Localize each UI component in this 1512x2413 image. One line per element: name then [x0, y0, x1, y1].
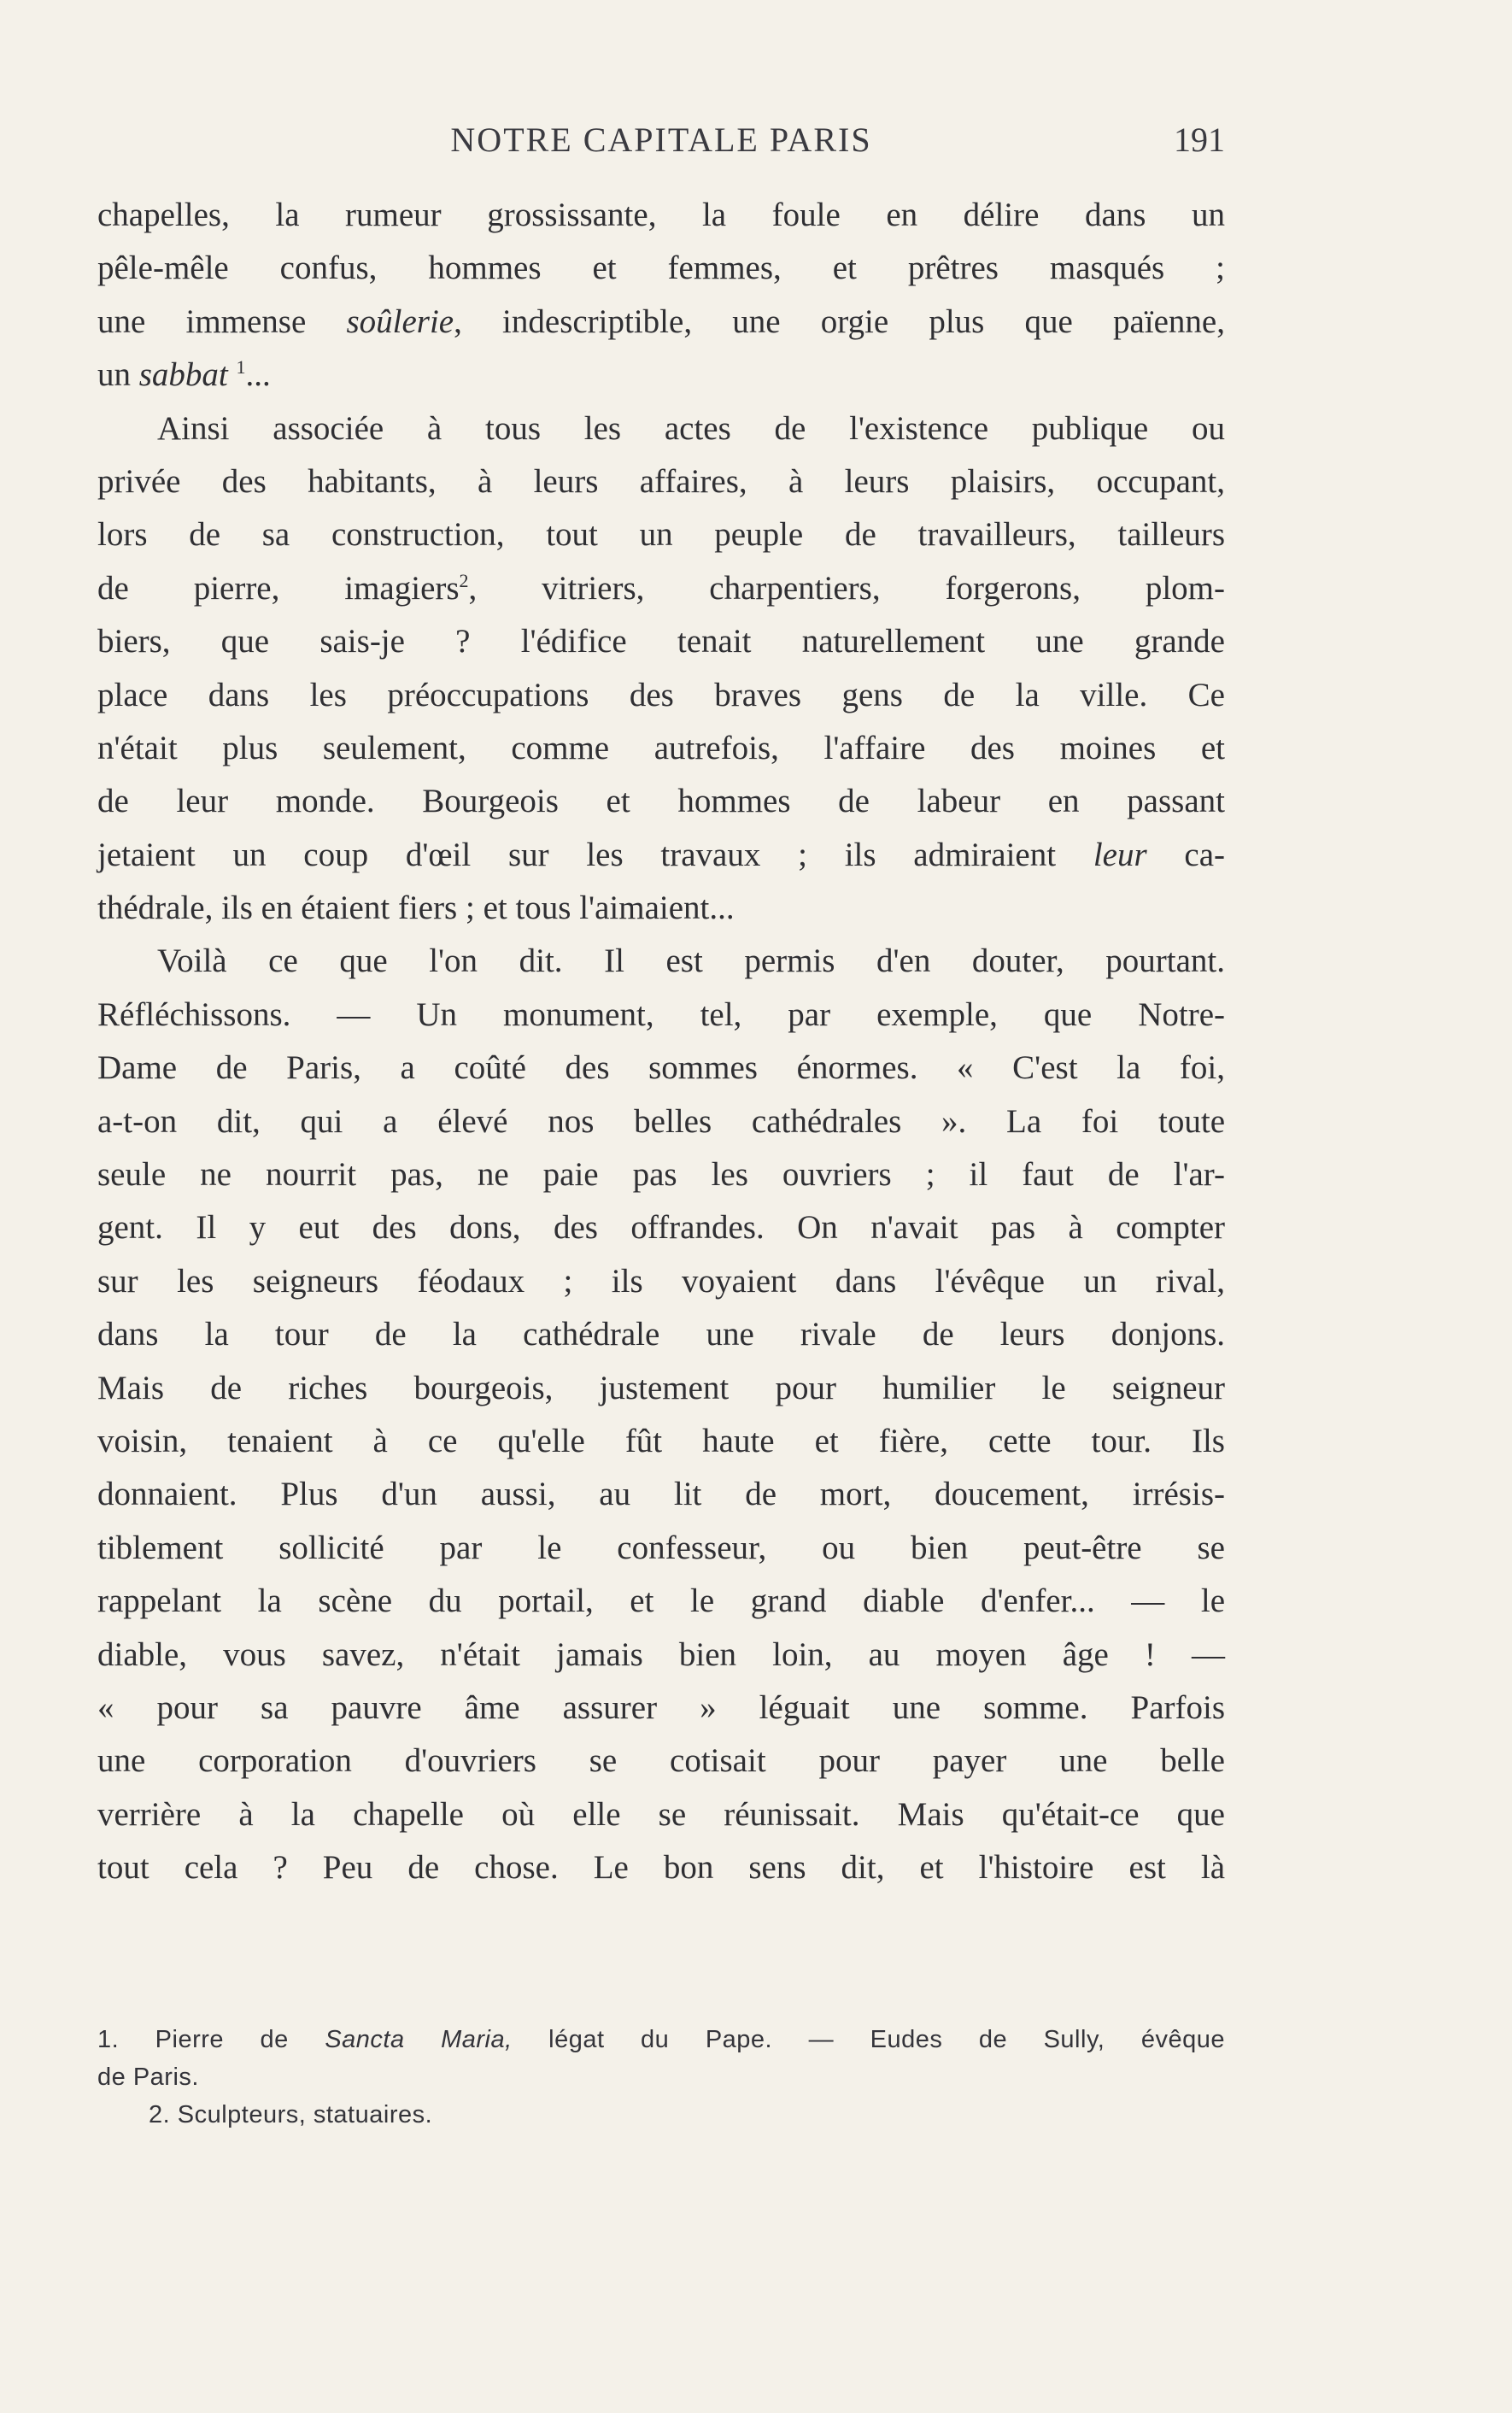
- text-segment: un: [97, 356, 131, 394]
- text-line: Réfléchissons. — Un monument, tel, par exemple, que Notre-: [97, 995, 1225, 1033]
- text-line: gent. Il y eut des dons, des offrandes. On n'avait pas à compter: [97, 1209, 1225, 1247]
- text-line: tout cela ? Peu de chose. Le bon sens dit, et l'histoire est là: [97, 1849, 1225, 1887]
- italic-word: sabbat: [138, 356, 228, 394]
- running-head: NOTRE CAPITALE PARIS: [450, 120, 872, 159]
- footnote-ref: 2: [459, 569, 469, 591]
- text-line: thédrale, ils en étaient fiers ; et tous l'aimaient...: [97, 889, 735, 927]
- text-segment: ca-: [1184, 836, 1225, 873]
- body-text: [97, 189, 1225, 1895]
- italic-word: leur: [1093, 836, 1147, 873]
- text-line: voisin, tenaient à ce qu'elle fût haute et fière, cette tour. Ils: [97, 1422, 1225, 1459]
- text-segment: de pierre, imagiers: [97, 569, 460, 607]
- footnotes: [97, 2021, 1225, 2134]
- text-line: sur les seigneurs féodaux ; ils voyaient dans l'évêque un rival,: [97, 1262, 1225, 1300]
- text-line: [97, 296, 1225, 349]
- text-line: pêle-mêle confus, hommes et femmes, et prêtres masqués ;: [97, 250, 1225, 287]
- text-line: [97, 349, 1225, 402]
- text-line: rappelant la scène du portail, et le grand diable d'enfer... — le: [97, 1582, 1225, 1620]
- text-line: lors de sa construction, tout un peuple de travailleurs, tailleurs: [97, 516, 1225, 554]
- text-line: Ainsi associée à tous les actes de l'existence publique ou: [157, 409, 1225, 447]
- text-line: n'était plus seulement, comme autrefois, l'affaire des moines et: [97, 729, 1225, 766]
- text-line: Dame de Paris, a coûté des sommes énormes. « C'est la foi,: [97, 1049, 1225, 1087]
- text-line: chapelles, la rumeur grossissante, la foule en délire dans un: [97, 197, 1225, 233]
- text-segment: une immense: [97, 302, 307, 340]
- text-line: « pour sa pauvre âme assurer » léguait une somme. Parfois: [97, 1688, 1225, 1726]
- italic-word: soûlerie: [346, 302, 454, 340]
- page-header: [97, 120, 1225, 162]
- text-line: une corporation d'ouvriers se cotisait pour payer une belle: [97, 1742, 1225, 1780]
- text-line: place dans les préoccupations des braves gens de la ville. Ce: [97, 676, 1225, 713]
- text-segment: ...: [245, 356, 271, 394]
- footnote-1-cont: de Paris.: [97, 2064, 199, 2091]
- text-line: tiblement sollicité par le confesseur, ou bien peut-être se: [97, 1529, 1225, 1566]
- text-line: donnaient. Plus d'un aussi, au lit de mort, doucement, irrésis-: [97, 1476, 1225, 1513]
- footnote-text: légat du Pape. — Eudes de Sully, évêque: [548, 2026, 1225, 2053]
- text-line: diable, vous savez, n'était jamais bien loin, au moyen âge ! —: [97, 1635, 1225, 1673]
- text-segment: , vitriers, charpentiers, forgerons, plom-: [468, 569, 1226, 607]
- text-line: Voilà ce que l'on dit. Il est permis d'en douter, pourtant.: [157, 942, 1225, 980]
- text-line: dans la tour de la cathédrale une rivale de leurs donjons.: [97, 1316, 1225, 1353]
- text-line: a-t-on dit, qui a élevé nos belles cathédrales ». La foi toute: [97, 1102, 1225, 1140]
- italic-name: Sancta Maria,: [325, 2026, 513, 2053]
- text-line: seule ne nourrit pas, ne paie pas les ouvriers ; il faut de l'ar-: [97, 1156, 1225, 1194]
- text-line: verrière à la chapelle où elle se réunissait. Mais qu'était-ce que: [97, 1795, 1225, 1833]
- page-number: 191: [1174, 120, 1225, 159]
- text-line: [97, 829, 1225, 882]
- footnote-2: 2. Sculpteurs, statuaires.: [149, 2101, 433, 2128]
- text-segment: , indescriptible, une orgie plus que païenne,: [454, 302, 1225, 340]
- footnote-ref: 1: [236, 356, 246, 379]
- text-line: de leur monde. Bourgeois et hommes de labeur en passant: [97, 783, 1225, 820]
- text-line: Mais de riches bourgeois, justement pour humilier le seigneur: [97, 1369, 1225, 1406]
- footnote-1: [97, 2021, 1225, 2058]
- footnote-text: 1. Pierre de: [97, 2026, 289, 2053]
- text-line: biers, que sais-je ? l'édifice tenait naturellement une grande: [97, 623, 1225, 660]
- text-segment: jetaient un coup d'œil sur les travaux ; ils admiraient: [97, 836, 1057, 873]
- text-line: [97, 562, 1225, 615]
- text-line: privée des habitants, à leurs affaires, à leurs plaisirs, occupant,: [97, 462, 1225, 500]
